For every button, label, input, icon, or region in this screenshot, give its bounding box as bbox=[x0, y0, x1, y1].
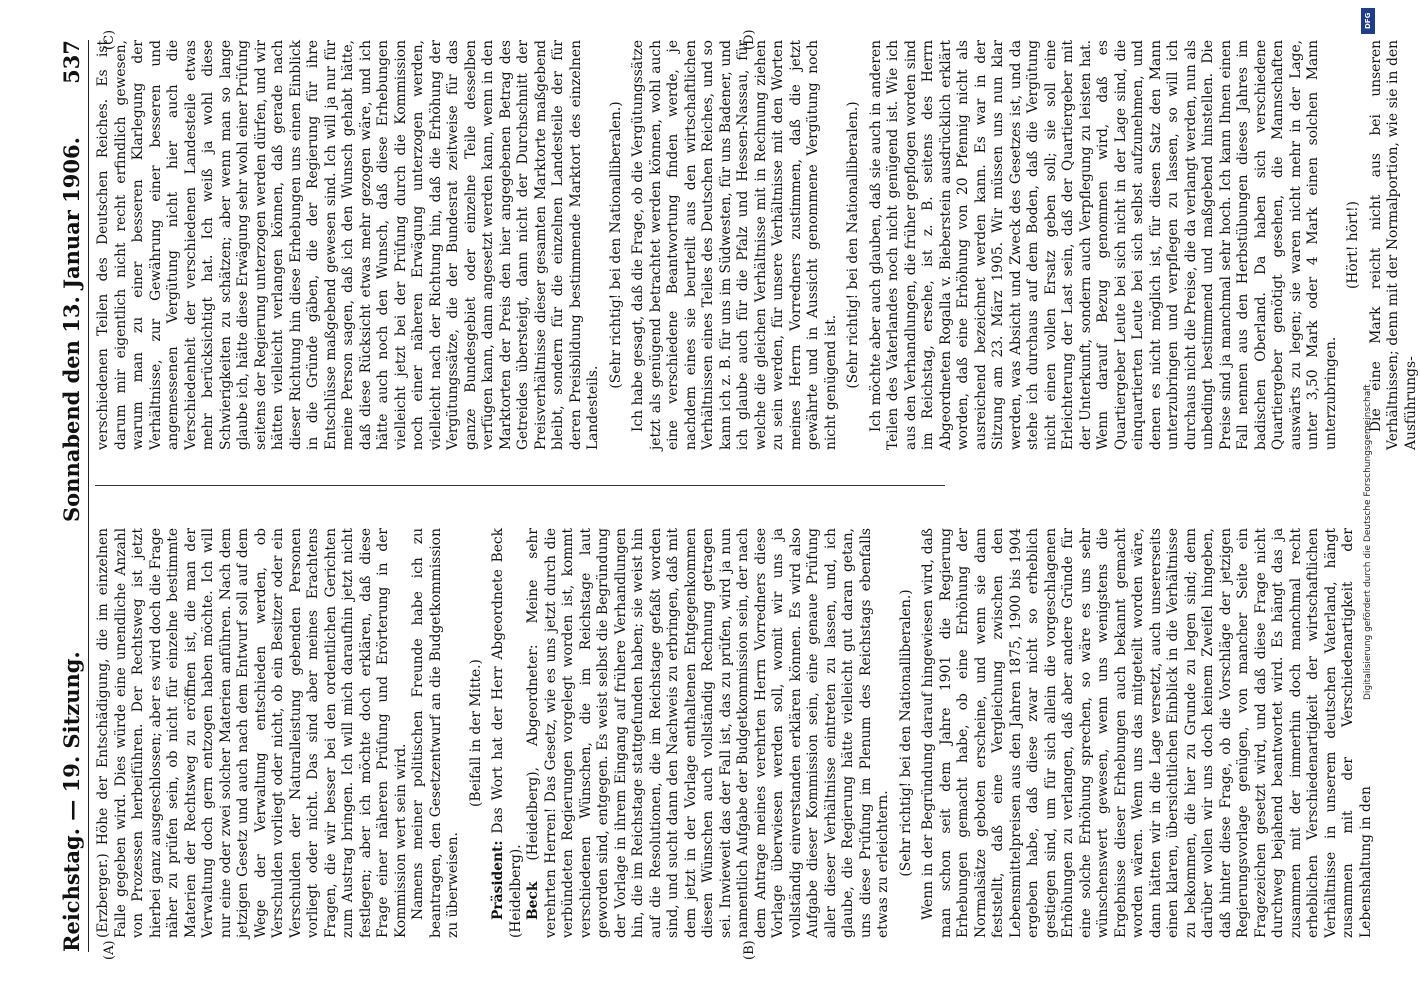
header-left: Reichstag. — 19. Sitzung. bbox=[59, 651, 84, 952]
page-number: 537 bbox=[59, 40, 84, 84]
paragraph: Wenn in der Begründung darauf hingewiesen wird, daß man schon seit dem Jahre 1901 die Regierung Erhebungen gemacht habe, ob eine Erhöhung der Normalsätze geboten erscheine, und wenn sie dann feststellt, daß eine Vergleichung zwischen den Lebensmittelpreisen aus den Jahren 1875, 1900 bis 1904 ergeben habe, daß diese zwar nicht so erheblich gestiegen sind, um für sich allein die vorgeschlagenen Erhöhungen zu verlangen, daß aber andere Gründe für eine solche Erhöhung sprechen, so wäre es uns sehr wünschenswert gewesen, wenn uns wenigstens die Ergebnisse dieser Erhebungen auch bekannt gemacht worden wären. Wenn uns das mitgeteilt worden wäre, dann hätten wir in die Lage versetzt, auch unsererseits einen klaren, übersichtlichen Einblick in die Verhältnisse zu bekommen, die hier zu Grunde zu legen sind; denn darüber wollen wir uns doch keinem Zweifel hingeben, daß hinter diese Frage, ob die Vorschläge der jetzigen Regierungsvorlage genügen, von mancher Seite ein Fragezeichen gesetzt wird, und daß diese Frage nicht durchweg bejahend beantwortet wird. Es hängt das ja zusammen mit der immerhin doch manchmal recht erheblichen Verschiedenartigkeit der wirtschaftlichen Verhältnisse in unserem deutschen Vaterland, hängt zusammen mit der Verschiedenartigkeit der Lebenshaltung in den bbox=[920, 528, 1374, 938]
applause-note: (Beifall in der Mitte.) bbox=[467, 659, 484, 807]
paragraph: Ich habe gesagt, daß die Frage, ob die Vergütungssätze jetzt als genügend betrachtet werden können, wohl auch eine verschiedene Beantwortung finden werde, je nachdem eines sie beurteilt aus den wirtschaftlichen Verhältnissen eines Teiles des Deutschen Reiches, und so kann ich z. B. für uns im Südwesten, für uns Badener, und ich glaube auch für die Pfalz und Hessen-Nassau, für welche die gleichen Verhältnisse mit in Rechnung ziehen zu sein werden, für unsere Verhältnisse mit den Worten meines Herrn Vorredners zustimmen, daß die jetzt gewährte und in Aussicht genommene Vergütung noch nicht genügend ist. bbox=[630, 40, 839, 450]
page-header bbox=[58, 40, 89, 952]
speech-text: (Heidelberg), Abgeordneter: Meine sehr verehrten Herren! Das Gesetz, wie es uns jetzt durch die verbündeten Regierungen vorgelegt worden ist, kommt verschiedenen Wünschen, die im Reichstage laut geworden sind, entgegen. Es weist selbst die Begründung der Vorlage in ihrem Eingang auf frühere Verhandlungen hin, die im Reichstage stattgefunden haben; sie weist hin auf die Resolutionen, die im Reichstage gefaßt worden sind, und sucht dann den Nachweis zu erbringen, daß mit dem jetzt in der Vorlage enthaltenen Entgegenkommen diesen Wünschen auch vollständig Rechnung getragen sei. Inwieweit das der Fall ist, das zu prüfen, wird ja nun namentlich Aufgabe der Budgetkommission sein, der nach dem Antrage meines verehrten Herrn Vorredners diese Vorlage überwiesen werden soll, womit wir uns ja vollständig einverstanden erklären können. Es wird also Aufgabe dieser Kommission sein, eine genaue Prüfung aller dieser Verhältnisse eintreten zu lassen, und, ich glaube, die Regierung hätte vielleicht gut daran getan, uns diese Prüfung im Plenum des Reichstags ebenfalls etwas zu erleichtern. bbox=[525, 528, 891, 938]
speaker-beck: Beck bbox=[525, 881, 541, 920]
right-column bbox=[95, 40, 1419, 450]
margin-marker-a: (A) bbox=[102, 940, 117, 960]
paragraph: Ich möchte aber auch glauben, daß sie auch in anderen Teilen des Vaterlandes noch nicht genügend ist. Wie ich aus den Verhandlungen, die früher gepflogen worden sind im Reichstag, ersehe, ist z. B. seitens des Herrn Abgeordneten Rogalla v. Bieberstein ausdrücklich erklärt worden, daß eine Erhöhung von 20 Pfennig nicht als ausreichend bezeichnet werden kann. Es war in der Sitzung am 23. März 1905. Wir müssen uns nun klar werden, was Absicht und Zweck des Gesetzes ist, und da stehe ich durchaus auf dem Boden, daß die Vergütung nicht einen vollen Ersatz geben soll; sie soll eine Erleichterung der Last sein, daß der Quartiergeber mit der Unterkunft, sondern auch Verpflegung zu leisten hat. Wenn darauf Bezug genommen wird, daß es Quartiergeber Leute bei sich nicht in der Lage sind, die einquartierten Leute bei sich selbst aufzunehmen, und denen es nicht möglich ist, für diesen Satz den Mann unterzubringen und verpflegen zu lassen, so will ich durchaus nicht die Preise, die da verlangt werden, nun als unbedingt bestimmend und maßgebend hinstellen. Die Preise sind ja manchmal sehr hoch. Ich kann Ihnen einen Fall nennen aus den Herbstübungen dieses Jahres im badischen Oberland. Da haben sich verschiedene Quartiergeber genötigt gesehen, die Mannschaften auswärts zu legen; sie waren nicht mehr in der Lage, unter 3,50 Mark oder 4 Mark einen solchen Mann unterzubringen. bbox=[867, 40, 1339, 450]
interjection: (Sehr richtig! bei den Nationalliberalen.) bbox=[607, 101, 624, 389]
column-divider bbox=[95, 485, 945, 486]
dfg-logo: DFG bbox=[1361, 8, 1375, 34]
interjection: (Hört! hört!) bbox=[1345, 200, 1361, 290]
interjection: (Sehr richtig! bei den Nationalliberalen.) bbox=[897, 589, 914, 877]
paragraph: Die eine Mark reicht nicht aus bei unseren Verhältnissen; denn mit der Normalportion, wie sie in den Ausführungs- bbox=[1367, 40, 1419, 450]
interjection: (Sehr richtig! bei den Nationalliberalen.) bbox=[845, 101, 861, 389]
margin-marker-d: (D) bbox=[742, 29, 757, 50]
margin-marker-b: (B) bbox=[742, 940, 757, 960]
header-date: Sonnabend den 13. Januar 1906. bbox=[59, 137, 84, 522]
paragraph: verschiedenen Teilen des Deutschen Reiches. Es ist darum mir eigentlich nicht recht erfindlich gewesen, warum man zu einer besseren Klarlegung der Verhältnisse, zur Gewährung einer besseren und angemessenen Vergütung nicht hier auch die Verschiedenheit der verschiedenen Landesteile etwas mehr berücksichtigt hat. Ich weiß ja wohl diese Schwierigkeiten zu schätzen; aber wenn man so lange glaube ich, hätte diese Erwägung sehr wohl einer Prüfung seitens der Regierung unterzogen werden dürfen, und wir hätten vielleicht verlangen können, daß gerade nach dieser Richtung hin diese Erhebungen uns einen Einblick in die Gründe gäben, die der Regierung für ihre Entschlüsse maßgebend gewesen sind. Ich will ja nur für meine Person sagen, daß ich den Wunsch gehabt hätte, daß diese Rücksicht etwas mehr gezogen wäre, und ich hätte auch noch den Wunsch, daß diese Erhebungen vielleicht jetzt bei der Prüfung durch die Kommission noch einer näheren Erwägung unterzogen werden, vielleicht nach der Richtung hin, daß die Erhöhung der Vergütungssätze, die der Bundesrat zeitweise für das ganze Bundesgebiet oder einzelne Teile desselben verfügen kann, dann angesetzt werden kann, wenn in den Marktorten der Preis den hier angegebenen Betrag des Getreides übersteigt, dann nicht der Durchschnitt der Preisverhältnisse dieser gesamten Marktorte maßgebend bleibt, sondern für die einzelnen Landesteile der für deren Preisbildung bestimmende Marktort des einzelnen Landesteils. bbox=[95, 40, 601, 450]
paragraph: (Erzberger.) Höhe der Entschädigung, die im einzelnen Falle gegeben wird. Dies würde eine unendliche Anzahl von Prozessen herbeiführen. Der Rechtsweg ist jetzt hierbei ganz ausgeschlossen; aber es wird doch die Frage näher zu prüfen sein, ob nicht für einzelne bestimmte Materien der Rechtsweg zu eröffnen ist, die man der Verwaltung doch gern entzogen haben möchte. Ich will nur eine oder zwei solcher Materien anführen. Nach dem jetzigen Gesetz und auch nach dem Entwurf soll auf dem Wege der Verwaltung entschieden werden, ob Verschulden vorliegt oder nicht, ob ein Besitzer oder ein Verschulden der Naturalleistung gebenden Personen vorliegt oder nicht. Das sind aber meines Erachtens Fragen, die wir besser bei den ordentlichen Gerichten zum Austrag bringen. Ich will mich daraufhin jetzt nicht festlegen; aber ich möchte doch erklären, daß diese Frage einer näheren Prüfung und Erörterung in der Kommission wert sein wird. bbox=[95, 528, 409, 938]
margin-marker-c: (C) bbox=[102, 29, 117, 50]
president-statement: Das Wort hat der Herr Abgeordnete Beck (Heidelberg). bbox=[490, 528, 524, 938]
digitization-credit: Digitalisierung gefördert durch die Deutsche Forschungsgemeinschaft bbox=[1363, 384, 1373, 700]
speaker-president: Präsident: bbox=[490, 840, 506, 920]
paragraph: Namens meiner politischen Freunde habe ich zu beantragen, den Gesetzentwurf an die Budgetkommission zu überweisen. bbox=[410, 528, 461, 938]
